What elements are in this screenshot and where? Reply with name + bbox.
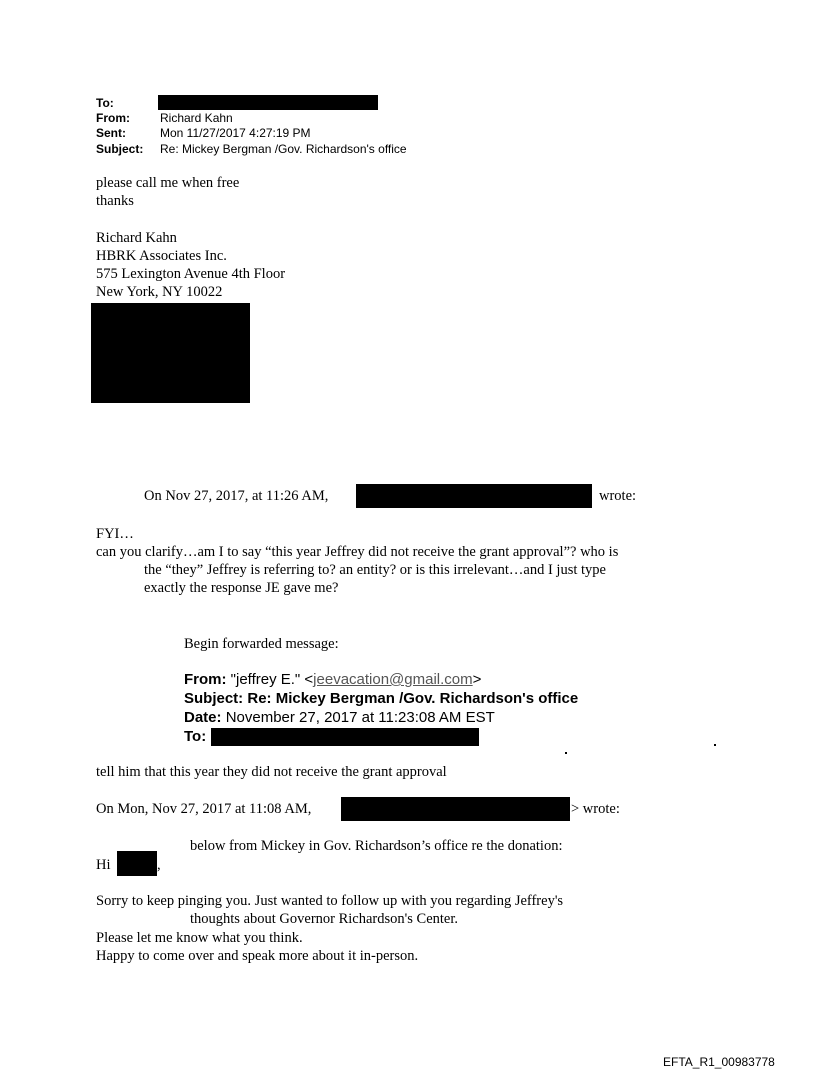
quote2-wrote: > wrote: — [571, 801, 620, 817]
forwarded-from-email-link[interactable]: jeevacation@gmail.com — [313, 671, 473, 688]
scan-speck — [565, 752, 567, 754]
quote1-fyi: FYI… — [96, 526, 134, 542]
redaction-quote1-sender — [356, 484, 592, 508]
signature-name: Richard Kahn — [96, 230, 177, 246]
quote2-below-line: below from Mickey in Gov. Richardson’s office re the donation: — [190, 838, 563, 854]
signature-address-1: 575 Lexington Avenue 4th Floor — [96, 266, 286, 282]
signature-company: HBRK Associates Inc. — [96, 248, 227, 264]
redaction-forwarded-to — [211, 728, 479, 746]
quote1-para-line-2: the “they” Jeffrey is referring to? an entity? or is this irrelevant…and I just type — [144, 562, 606, 578]
sent-value: Mon 11/27/2017 4:27:19 PM — [160, 126, 311, 140]
subject-label: Subject: — [96, 142, 144, 156]
forwarded-subject-line: Subject: Re: Mickey Bergman /Gov. Richardson's office — [184, 690, 579, 707]
quote2-hi-comma: , — [157, 857, 161, 873]
quote1-para-line-1: can you clarify…am I to say “this year Jeffrey did not receive the grant approval”? who is — [96, 544, 619, 560]
redaction-greeting-name — [117, 851, 157, 876]
forwarded-date-line: Date: November 27, 2017 at 11:23:08 AM EST — [184, 709, 495, 726]
quote1-para-line-3: exactly the response JE gave me? — [144, 580, 339, 596]
forwarded-to-label: To: — [184, 728, 207, 745]
quote2-happy-line: Happy to come over and speak more about it in-person. — [96, 948, 419, 964]
message-line-1: please call me when free — [96, 175, 240, 191]
quote1-wrote: wrote: — [599, 488, 637, 504]
forwarded-begin: Begin forwarded message: — [184, 636, 339, 652]
redaction-to-recipient — [158, 95, 378, 110]
from-label: From: — [96, 111, 130, 125]
reply-text: tell him that this year they did not receive the grant approval — [96, 764, 447, 780]
to-label: To: — [96, 96, 114, 110]
document-id: EFTA_R1_00983778 — [663, 1055, 775, 1069]
scan-speck — [714, 744, 716, 746]
quote2-intro: On Mon, Nov 27, 2017 at 11:08 AM, — [96, 801, 312, 817]
redaction-quote2-sender — [341, 797, 570, 821]
quote2-please-line: Please let me know what you think. — [96, 930, 303, 946]
quote1-intro: On Nov 27, 2017, at 11:26 AM, — [144, 488, 329, 504]
signature-address-2: New York, NY 10022 — [96, 284, 223, 300]
quote2-sorry-line-2: thoughts about Governor Richardson's Center. — [190, 911, 459, 927]
subject-value: Re: Mickey Bergman /Gov. Richardson's office — [160, 142, 407, 156]
redaction-signature-contact — [91, 303, 250, 403]
message-line-2: thanks — [96, 193, 134, 209]
sent-label: Sent: — [96, 126, 126, 140]
forwarded-from-line: From: "jeffrey E." <jeevacation@gmail.com> — [184, 671, 482, 688]
from-value: Richard Kahn — [160, 111, 233, 125]
quote2-hi: Hi — [96, 857, 111, 873]
quote2-sorry-line-1: Sorry to keep pinging you. Just wanted to follow up with you regarding Jeffrey's — [96, 893, 564, 909]
